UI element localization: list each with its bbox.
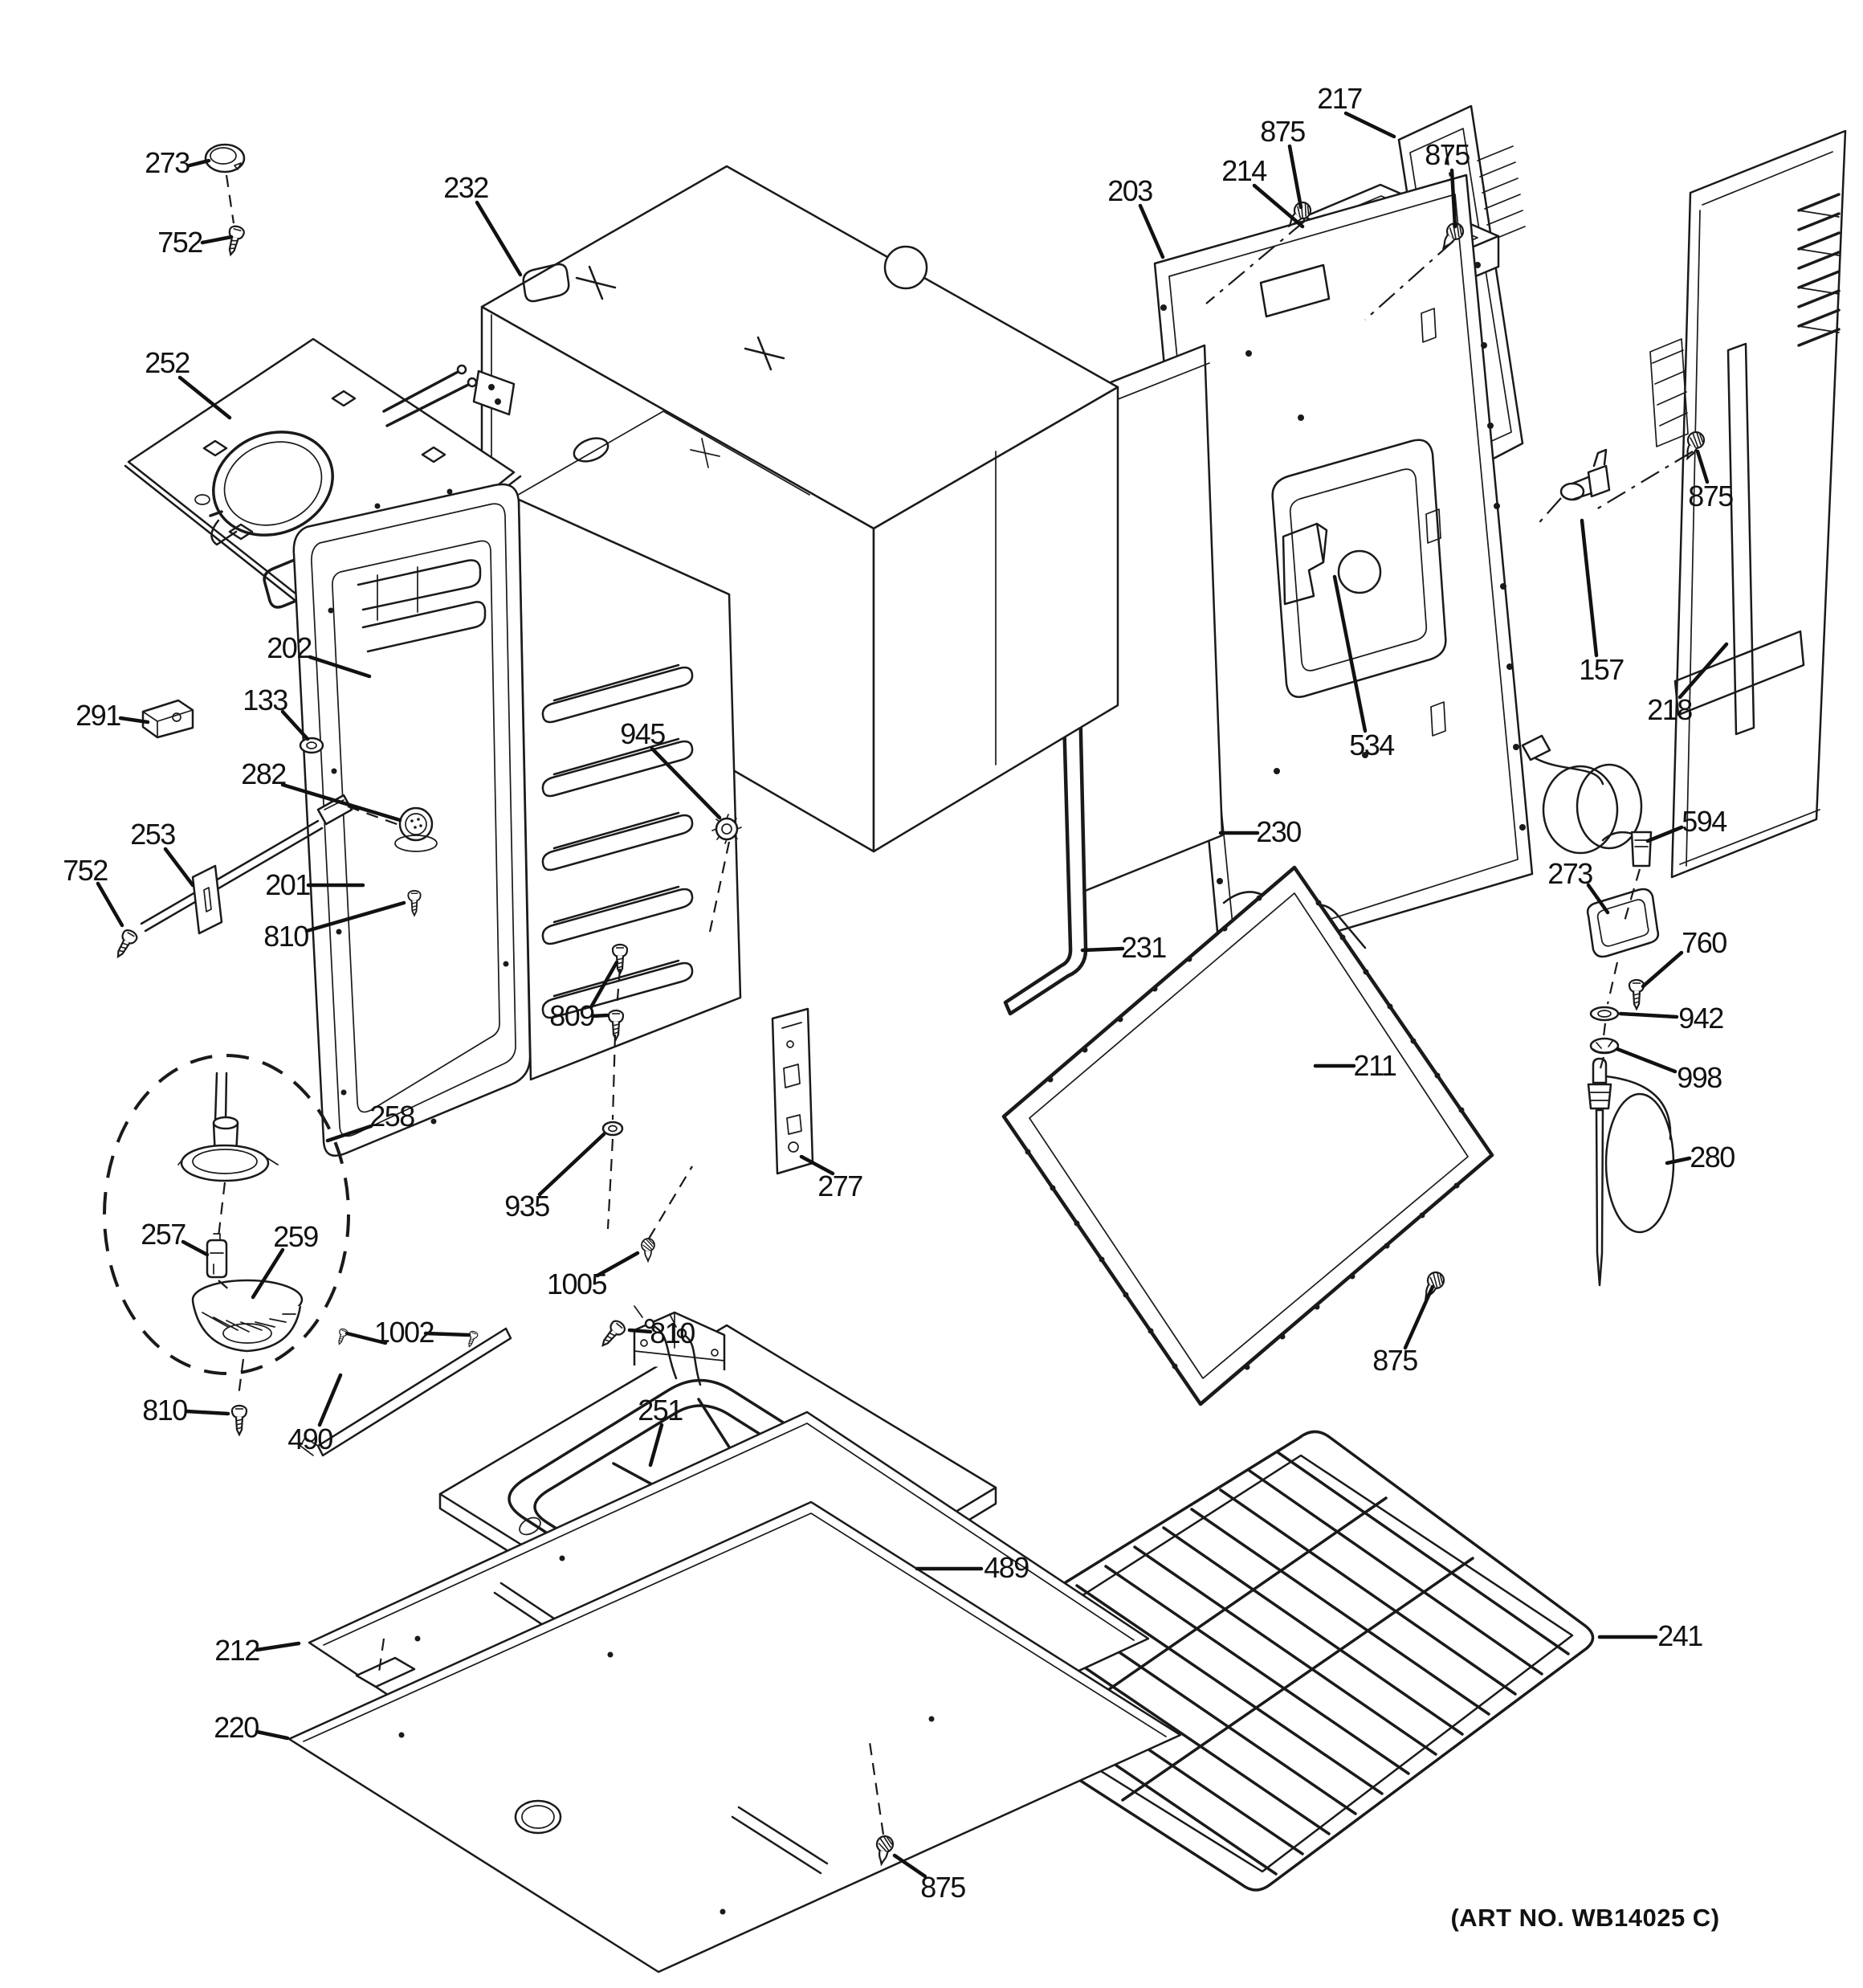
part-label-810-c: 810 <box>142 1394 187 1427</box>
part-label-752-a: 752 <box>157 226 202 259</box>
part-label-875-c: 875 <box>1688 480 1733 512</box>
part-label-253: 253 <box>130 818 175 851</box>
part-label-1005: 1005 <box>546 1268 607 1300</box>
part-label-230: 230 <box>1256 815 1301 848</box>
part-label-257: 257 <box>141 1218 185 1251</box>
part-label-280: 280 <box>1690 1141 1735 1174</box>
part-label-752-b: 752 <box>63 854 108 887</box>
part-label-273-a: 273 <box>145 146 190 179</box>
part-label-277: 277 <box>817 1170 862 1202</box>
part-label-945: 945 <box>620 717 665 750</box>
part-label-810-a: 810 <box>263 920 308 953</box>
part-label-273-b: 273 <box>1547 857 1592 890</box>
art-number: (ART NO. WB14025 C) <box>1450 1904 1720 1932</box>
part-label-214: 214 <box>1221 154 1266 187</box>
part-label-241: 241 <box>1657 1619 1702 1652</box>
part-label-212: 212 <box>214 1634 259 1667</box>
part-label-232: 232 <box>443 171 488 204</box>
part-label-534: 534 <box>1349 729 1394 761</box>
part-label-942: 942 <box>1678 1002 1723 1035</box>
part-label-258: 258 <box>369 1100 414 1133</box>
part-label-935: 935 <box>504 1190 549 1223</box>
part-label-875-e: 875 <box>920 1871 965 1904</box>
part-label-133: 133 <box>243 684 287 716</box>
part-label-217: 217 <box>1317 82 1362 115</box>
part-label-998: 998 <box>1677 1061 1722 1094</box>
part-label-490: 490 <box>287 1423 332 1455</box>
part-label-282: 282 <box>241 757 286 790</box>
part-label-809: 809 <box>549 999 594 1032</box>
part-label-218: 218 <box>1647 693 1692 726</box>
part-label-211: 211 <box>1353 1049 1396 1082</box>
part-label-202: 202 <box>267 631 312 664</box>
part-label-875-d: 875 <box>1372 1344 1417 1377</box>
part-label-760: 760 <box>1682 926 1726 959</box>
part-label-203: 203 <box>1107 174 1152 207</box>
part-label-220: 220 <box>214 1711 259 1744</box>
part-label-594: 594 <box>1682 805 1726 838</box>
part-label-157: 157 <box>1579 653 1624 686</box>
part-label-489: 489 <box>984 1551 1029 1584</box>
part-label-1002: 1002 <box>373 1316 434 1349</box>
part-label-251: 251 <box>638 1394 683 1427</box>
part-label-259: 259 <box>273 1220 318 1253</box>
part-label-875-a: 875 <box>1260 115 1305 148</box>
part-label-252: 252 <box>145 346 190 379</box>
part-label-291: 291 <box>75 699 120 732</box>
part-label-875-b: 875 <box>1425 138 1470 171</box>
part-label-810-b: 810 <box>650 1316 695 1349</box>
part-label-201: 201 <box>265 868 310 901</box>
part-label-231: 231 <box>1121 931 1166 964</box>
